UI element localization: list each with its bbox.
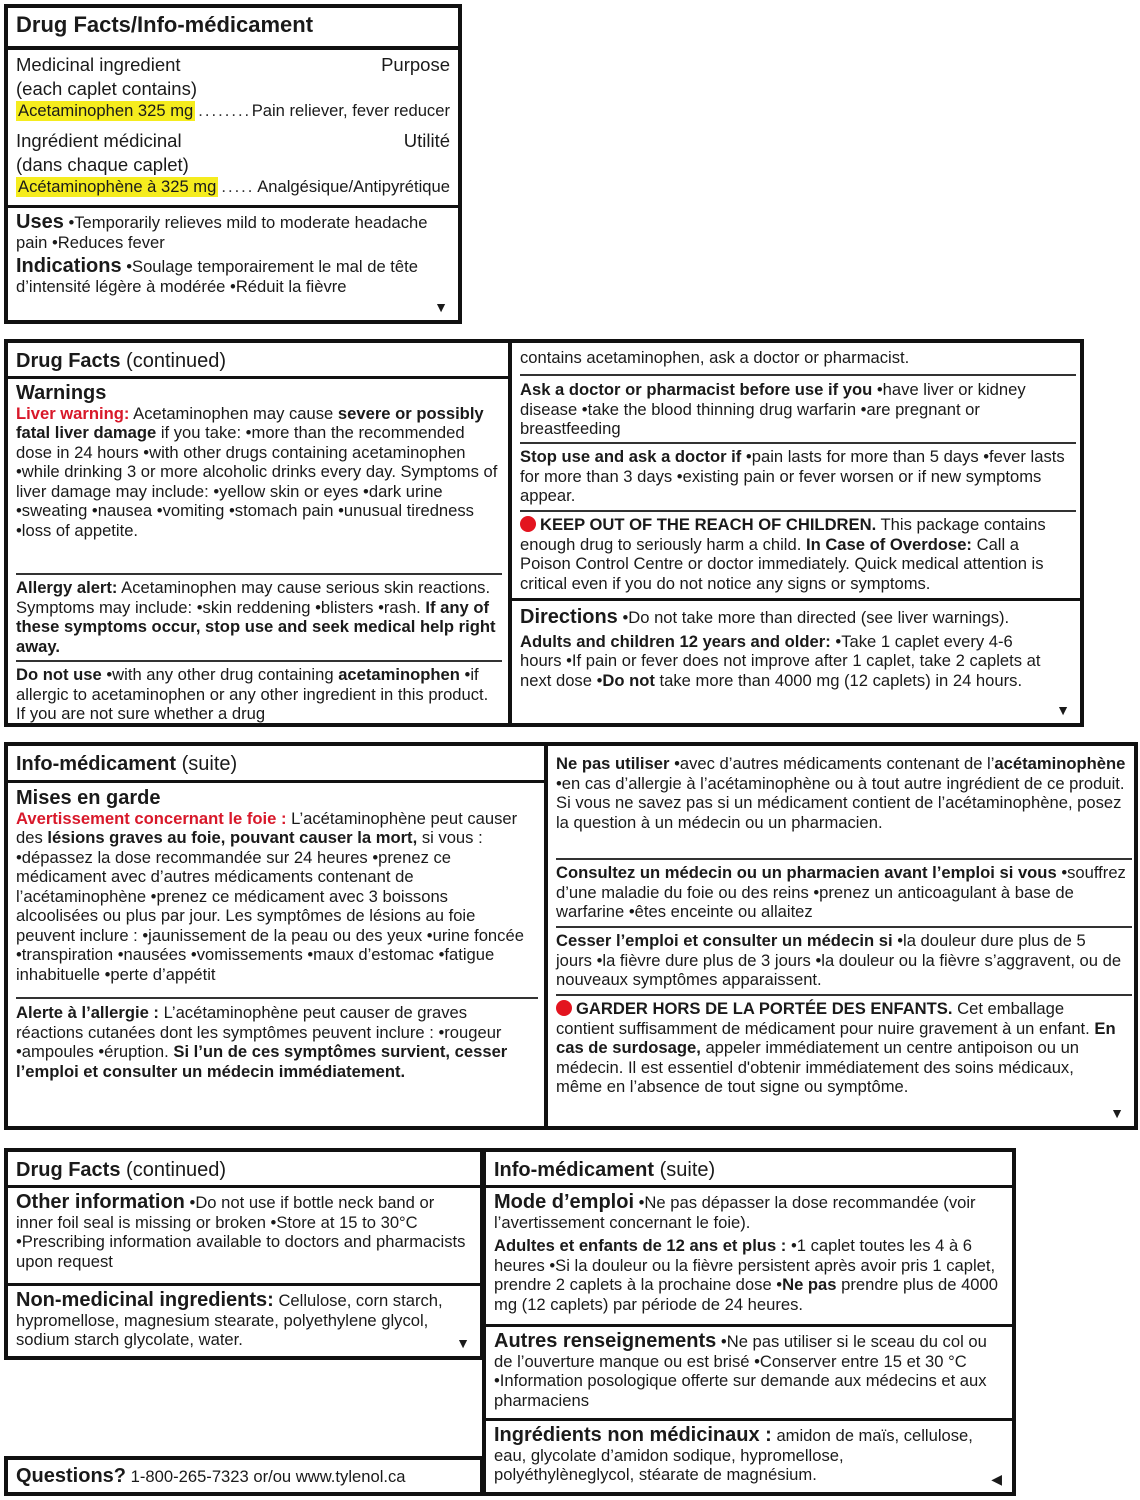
stop-use-section-fr: Cesser l’emploi et consulter un médecin si •la douleur dure plus de 5 jours •la fièvre dure plus de 3 jours •la douleur ou la fièvre s’aggravent, ou de nouveaux symptômes apparaissent. — [556, 931, 1122, 989]
warnings-continued: contains acetaminophen, ask a doctor or pharmacist. — [520, 348, 910, 367]
warnings-section-fr: Mises en garde Avertissement concernant le foie : L’acétaminophène peut causer des lésions graves au foie, pouvant causer la mort, si vous : •dépassez la dose recommandée sur 24 heures •prenez ce médicament avec d’autres médicaments contenant de l’acétaminophène •prenez ce médicament avec 3 boissons alcoolisées ou plus par jour. Les symptômes de lésions au foie peuvent inclure : •jaunissement de la peau ou des yeux •urine foncée •transpiration •nausées •vomissements •maux d’estomac •fatigue inhabituelle •perte d’appétit — [8, 786, 542, 984]
warnings-heading: Warnings — [16, 382, 107, 404]
purpose-en: Pain reliever, fever reducer — [251, 101, 450, 120]
keep-out-label-fr: GARDER HORS DE LA PORTÉE DES ENFANTS. — [576, 999, 953, 1018]
ask-doctor-label: Ask a doctor or pharmacist before use if you — [520, 380, 873, 399]
drug-facts-continued-panel — [4, 339, 1084, 727]
ask-doctor-section-fr: Consultez un médecin ou un pharmacien avant l’emploi si vous •souffrez d’une maladie du foie ou des reins •prenez un anticoagulant à base de warfarine •êtes enceinte ou allaitez — [556, 863, 1126, 921]
indications-text: •Soulage temporairement le mal de tête d’intensité légère à modérée •Réduit la fièvre — [16, 257, 418, 296]
drug-facts-continued-panel-2 — [4, 1148, 484, 1360]
uses-text: •Temporarily relieves mild to moderate headache pain •Reduces fever — [16, 213, 428, 252]
info-medicament-suite-panel — [4, 742, 1138, 1130]
do-not-use-section-fr: Ne pas utiliser •avec d’autres médicaments contenant de l’acétaminophène •en cas d’allergie à l’acétaminophène ou à tout autre ingrédient de ce produit. Si vous ne savez pas si un médicament contient de l’acétaminophène, posez la question à un médecin ou un pharmacien. — [556, 754, 1126, 832]
allergy-alert-section-fr: Alerte à l’allergie : L’acétaminophène peut causer de graves réactions cutanées dont les symptômes peuvent inclure : •rougeur •ampoules •éruption. Si l’un de ces symptômes survient, cesser l’emploi et consulter un médecin immédiatement. — [16, 1003, 508, 1081]
adults-label-fr: Adultes et enfants de 12 ans et plus : — [494, 1236, 787, 1255]
other-information-section: Other information •Do not use if bottle neck band or inner foil seal is missing or broken •Store at 15 to 30°C •Prescribing information available to doctors and pharmacists upon request — [16, 1191, 466, 1271]
panel-title: Drug Facts/Info-médicament — [16, 12, 314, 37]
indications-heading: Indications — [16, 255, 122, 277]
do-not-use-section: Do not use •with any other drug containing acetaminophen •if allergic to acetaminophen or any other ingredient in this product. If you are not sure whether a drug — [16, 665, 489, 723]
stop-use-section: Stop use and ask a doctor if •pain lasts for more than 5 days •fever lasts for more than 3 days •existing pain or fever worsen or if new symptoms appear. — [520, 447, 1065, 505]
stop-use-label-fr: Cesser l’emploi et consulter un médecin si — [556, 931, 893, 950]
other-information-heading: Other information — [16, 1191, 185, 1213]
uses-section — [8, 210, 458, 296]
purpose-heading-fr: Utilité — [403, 130, 450, 151]
ask-doctor-section: Ask a doctor or pharmacist before use if you •have liver or kidney disease •take the blood thinning drug warfarin •are pregnant or breastfeeding — [520, 380, 1026, 438]
ingredient-heading-en: Medicinal ingredient — [16, 54, 181, 75]
active-ingredient-fr: Acétaminophène à 325 mg — [18, 177, 217, 196]
contact-info: 1-800-265-7323 or/ou www.tylenol.ca — [130, 1467, 406, 1486]
keep-out-label: KEEP OUT OF THE REACH OF CHILDREN. — [540, 515, 877, 534]
purpose-fr: Analgésique/Antipyrétique — [257, 177, 450, 196]
allergy-alert-section: Allergy alert: Acetaminophen may cause serious skin reactions. Symptoms may include: •skin reddening •blisters •rash. If any of these symptoms occur, stop use and seek medical help right away. — [16, 578, 496, 656]
info-medicament-suite-panel-2 — [482, 1148, 1016, 1496]
questions-panel — [4, 1456, 484, 1496]
panel-header: Info-médicament (suite) — [16, 753, 238, 775]
drug-facts-panel-main — [4, 4, 462, 324]
liver-warning-label: Liver warning: — [16, 403, 130, 423]
directions-heading-fr: Mode d’emploi — [494, 1191, 634, 1213]
adults-label: Adults and children 12 years and older: — [520, 631, 831, 651]
ingredient-subheading-en: (each caplet contains) — [16, 78, 197, 99]
allergy-alert-label: Allergy alert: — [16, 578, 118, 597]
do-not-use-label-fr: Ne pas utiliser — [556, 754, 670, 773]
continue-arrow-icon: ◀ — [991, 1471, 1002, 1487]
continue-arrow-icon: ▼ — [434, 299, 448, 315]
ingredient-section-en — [8, 50, 458, 126]
warnings-heading-fr: Mises en garde — [16, 787, 161, 809]
non-medicinal-ingredients-section-fr: Ingrédients non médicinaux : amidon de maïs, cellulose, eau, glycolate d’amidon sodique, hypromellose, polyéthylèneglycol, stéarate de magnésium. — [494, 1424, 973, 1484]
non-medicinal-heading: Non-medicinal ingredients: — [16, 1289, 274, 1311]
directions-section: Directions •Do not take more than directed (see liver warnings). Adults and children 12 years and older: •Take 1 caplet every 4-6 hours •If pain or fever does not improve after 1 caplet, take 2 caplets at next dose •Do not take more than 4000 mg (12 caplets) in 24 hours. — [520, 606, 1041, 690]
allergy-alert-label-fr: Alerte à l’allergie : — [16, 1003, 159, 1022]
continue-arrow-icon: ▼ — [1110, 1105, 1124, 1121]
stop-sign-icon — [520, 516, 536, 532]
other-information-heading-fr: Autres renseignements — [494, 1330, 717, 1352]
non-medicinal-ingredients-section: Non-medicinal ingredients: Cellulose, corn starch, hypromellose, magnesium stearate, polyethylene glycol, sodium starch glycolate, water. — [16, 1289, 443, 1349]
liver-warning-label-fr: Avertissement concernant le foie : — [16, 808, 287, 828]
panel-header: Info-médicament (suite) — [494, 1159, 716, 1181]
ingredient-subheading-fr: (dans chaque caplet) — [16, 154, 189, 175]
directions-heading: Directions — [520, 606, 618, 628]
other-information-section-fr: Autres renseignements •Ne pas utiliser si le sceau du col ou de l’ouverture manque ou est brisé •Conserver entre 15 et 30 °C •Information posologique offerte sur demande aux médecins et aux pharmaciens — [494, 1330, 987, 1410]
panel-header: Drug Facts (continued) — [16, 1159, 227, 1181]
panel-header: Drug Facts (continued) — [16, 350, 227, 372]
keep-out-of-reach-section-fr: GARDER HORS DE LA PORTÉE DES ENFANTS. Cet emballage contient suffisamment de médicament pour nuire gravement à un enfant. En cas de surdosage, appeler immédiatement un centre antipoison ou un médecin. Il est essentiel d'obtenir immédiatement des soins médicaux, même en l’absence de tout signe ou symptôme. — [556, 999, 1116, 1096]
questions-label: Questions? — [16, 1465, 127, 1487]
active-ingredient-en: Acetaminophen 325 mg — [18, 101, 194, 120]
warnings-section: Warnings Liver warning: Acetaminophen may cause severe or possibly fatal liver damage if you take: •more than the recommended dose in 24 hours •with other drugs containing acetaminophen •while drinking 3 or more alcoholic drinks every day. Symptoms of liver damage may include: •yellow skin or eyes •dark urine •sweating •nausea •vomiting •stomach pain •unusual tiredness •loss of appetite. — [16, 382, 498, 540]
ask-doctor-label-fr: Consultez un médecin ou un pharmacien avant l’emploi si vous — [556, 863, 1057, 882]
directions-section-fr: Mode d’emploi •Ne pas dépasser la dose recommandée (voir l’avertissement concernant le foie). Adultes et enfants de 12 ans et plus : •1 caplet toutes les 4 à 6 heures •Si la douleur ou la fièvre persistent après avoir pris 1 caplet, prendre 2 caplets à la prochaine dose •Ne pas prendre plus de 4000 mg (12 caplets) par période de 24 heures. — [494, 1191, 998, 1314]
stop-use-label: Stop use and ask a doctor if — [520, 447, 742, 466]
purpose-heading-en: Purpose — [381, 54, 450, 75]
continue-arrow-icon: ▼ — [1056, 702, 1070, 718]
ingredient-section-fr — [8, 126, 458, 204]
continue-arrow-icon: ▼ — [456, 1335, 470, 1351]
stop-sign-icon — [556, 1000, 572, 1016]
ingredient-heading-fr: Ingrédient médicinal — [16, 130, 182, 151]
keep-out-of-reach-section: KEEP OUT OF THE REACH OF CHILDREN. This package contains enough drug to seriously harm a child. In Case of Overdose: Call a Poison Control Centre or doctor immediately. Quick medical attention is critical even if you do not notice any signs or symptoms. — [520, 515, 1046, 593]
non-medicinal-heading-fr: Ingrédients non médicinaux : — [494, 1424, 772, 1446]
uses-heading: Uses — [16, 211, 64, 233]
do-not-use-label: Do not use — [16, 665, 102, 684]
